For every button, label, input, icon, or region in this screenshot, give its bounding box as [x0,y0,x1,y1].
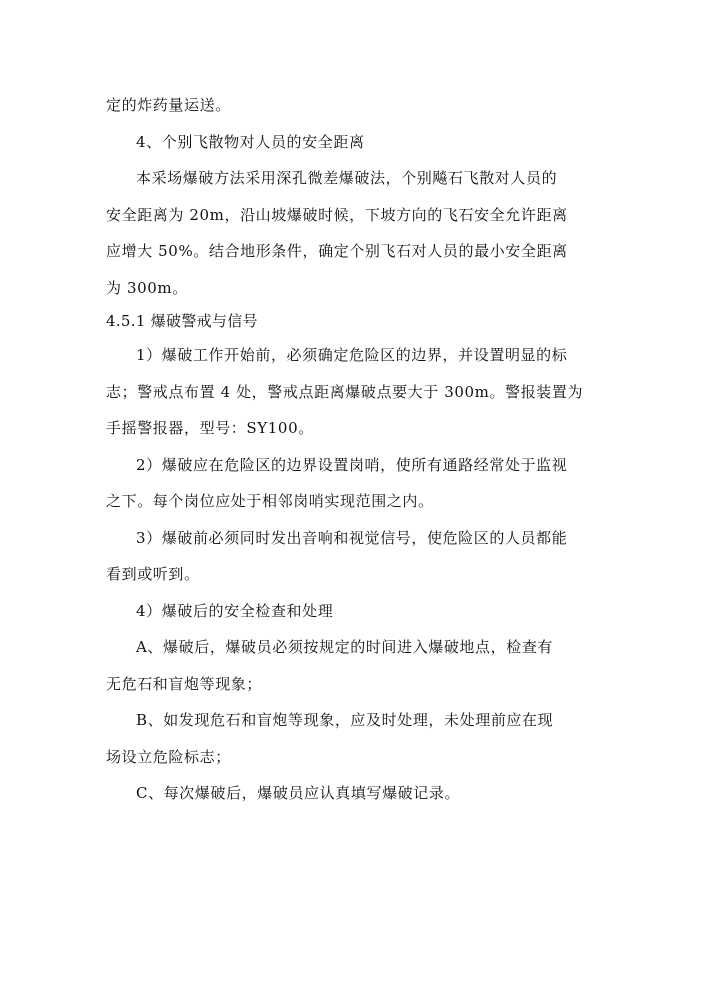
text-line: 4）爆破后的安全检查和处理 [136,601,334,620]
text-line: 4、个别飞散物对人员的安全距离 [136,132,365,151]
text-line: B、如发现危石和盲炮等现象，应及时处理，未处理前应在现 [136,711,554,729]
text-line: 定的炸药量运送。 [106,96,231,114]
text-line: 无危石和盲炮等现象； [106,674,263,693]
text-line: 2）爆破应在危险区的边界设置岗哨，使所有通路经常处于监视 [136,455,568,474]
text-line: 本采场爆破方法采用深孔微差爆破法，个别飚石飞散对人员的 [136,169,558,187]
document-body [106,87,606,812]
text-line: 为 300m。 [106,278,188,297]
text-line: 看到或听到。 [106,565,200,583]
paragraph-item-c [106,775,606,812]
text-line: 安全距离为 20m，沿山坡爆破时候，下坡方向的飞石安全允许距离 [106,205,568,224]
text-line: 场设立危险标志； [106,747,231,766]
text-line: C、每次爆破后，爆破员应认真填写爆破记录。 [136,784,461,802]
text-line: 之下。每个岗位应处于相邻岗哨实现范围之内。 [106,492,434,510]
paragraph-flyrock-safety [106,160,606,306]
text-line: 手摇警报器，型号：SY100。 [106,419,314,437]
paragraph-item-a [106,629,606,702]
paragraph-item-2 [106,447,606,520]
section-heading [106,306,606,337]
subsection-title-flyrock-distance [106,124,606,161]
section-heading-text: 4.5.1 爆破警戒与信号 [106,312,258,330]
text-line: 志；警戒点布置 4 处，警戒点距离爆破点要大于 300m。警报装置为 [106,382,584,401]
text-line: A、爆破后，爆破员必须按规定的时间进入爆破地点，检查有 [136,638,554,656]
paragraph-item-3 [106,520,606,593]
paragraph-item-1 [106,337,606,447]
paragraph-continuation [106,87,606,124]
paragraph-item-4 [106,593,606,630]
text-line: 应增大 50%。结合地形条件，确定个别飞石对人员的最小安全距离 [106,242,568,260]
text-line: 3）爆破前必须同时发出音响和视觉信号，使危险区的人员都能 [136,528,568,547]
text-line: 1）爆破工作开始前，必须确定危险区的边界，并设置明显的标 [136,346,568,364]
paragraph-item-b [106,702,606,775]
